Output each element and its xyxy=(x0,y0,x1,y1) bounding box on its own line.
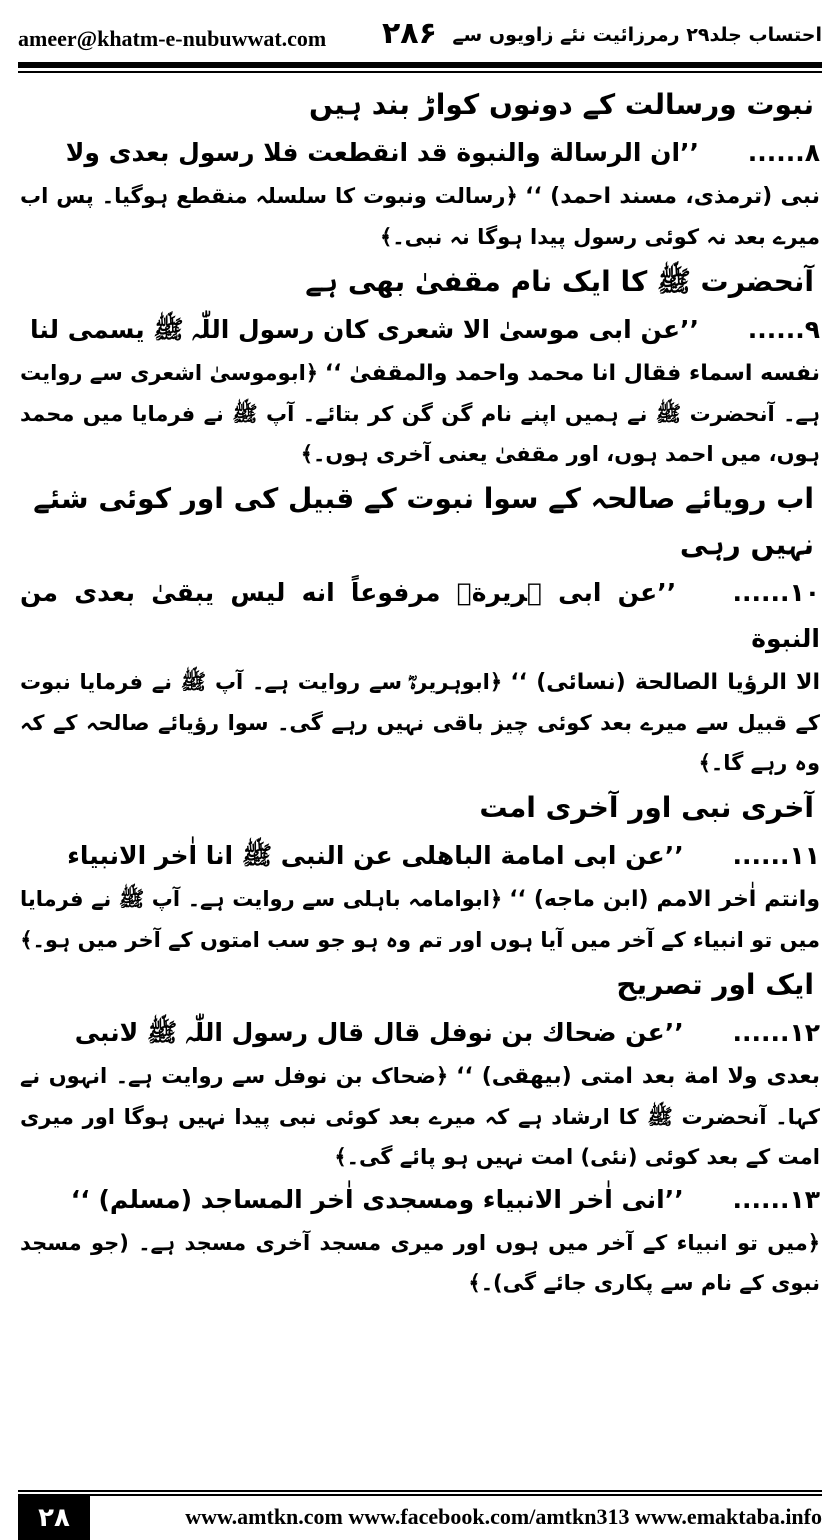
page-content xyxy=(20,80,820,1303)
hadith-number: ۸...... xyxy=(747,138,820,167)
hadith-number: ۱۱...... xyxy=(732,841,820,870)
hadith-section-12 xyxy=(20,962,820,1177)
hadith-section-13 xyxy=(20,1177,820,1303)
hadith-translation: ﴿ابوہریرہؓ سے روایت ہے۔ آپ ﷺ نے فرمایا نبوت کے قبیل سے میرے بعد کوئی چیز باقی نہیں رہے گی۔ سوا رؤیائے صالحہ کے کہ وہ رہے گا۔﴾ xyxy=(20,670,820,775)
hadith-arabic-text: بعدی ولا امة بعد امتی (بیهقی) ‘‘ xyxy=(456,1064,820,1089)
hadith-translation: ﴿ابوامامہ باہلی سے روایت ہے۔ آپ ﷺ نے فرمایا میں تو انبیاء کے آخر میں آیا ہوں اور تم وہ ہو جو سب امتوں کے آخر میں ہو۔﴾ xyxy=(20,887,820,952)
hadith-section-8 xyxy=(20,82,820,257)
hadith-line-with-translation xyxy=(20,1056,820,1177)
section-heading: اب رویائے صالحہ کے سوا نبوت کے قبیل کی اور کوئی شئے نہیں رہی xyxy=(33,482,814,561)
hadith-line-with-translation xyxy=(20,176,820,257)
header-book-title: احتساب جلد۲۹ رمرزائیت نئے زاویوں سے xyxy=(452,24,822,46)
hadith-arabic-text: ’’انی اٰخر الانبیاء ومسجدی اٰخر المساجد (مسلم) ‘‘ xyxy=(70,1185,684,1214)
header-rule-thick xyxy=(18,62,822,68)
header-page-number: ۲۸۶ xyxy=(382,16,437,51)
section-heading: نبوت ورسالت کے دونوں کواڑ بند ہیں xyxy=(309,88,814,121)
hadith-arabic-text: نفسه اسماء فقال انا محمد واحمد والمقفیٰ ‘‘ xyxy=(324,361,820,386)
hadith-arabic-text: ’’ان الرسالة والنبوة قد انقطعت فلا رسول بعدی ولا xyxy=(65,138,700,167)
hadith-arabic-line xyxy=(20,1010,820,1056)
hadith-translation: ﴿ضحاک بن نوفل سے روایت ہے۔ انہوں نے کہا۔ آنحضرت ﷺ کا ارشاد ہے کہ میرے بعد کوئی نبی پیدا نہیں ہوگا اور میری امت کے بعد کوئی (نئی) امت نہیں ہو پائے گی۔﴾ xyxy=(20,1064,820,1169)
section-heading: آنحضرت ﷺ کا ایک نام مقفیٰ بھی ہے xyxy=(305,265,814,298)
footer-page-number: ۲۸ xyxy=(18,1496,90,1540)
footer-rule-second xyxy=(18,1494,822,1496)
hadith-arabic-line xyxy=(20,130,820,176)
hadith-translation: ﴿میں تو انبیاء کے آخر میں ہوں اور میری مسجد آخری مسجد ہے۔ (جو مسجد نبوی کے نام سے پکاری جائے گی)۔﴾ xyxy=(20,1231,820,1295)
hadith-number: ۱۳...... xyxy=(732,1185,820,1214)
hadith-section-9 xyxy=(20,259,820,474)
hadith-translation: ﴿رسالت ونبوت کا سلسلہ منقطع ہوگیا۔ پس اب میرے بعد نہ کوئی رسول پیدا ہوگا نہ نبی۔﴾ xyxy=(20,184,820,249)
hadith-section-10 xyxy=(20,476,820,783)
hadith-arabic-line xyxy=(20,570,820,662)
hadith-arabic-text: الا الرؤیا الصالحة (نسائی) ‘‘ xyxy=(510,670,820,695)
page-header xyxy=(18,8,822,56)
header-rule-thin xyxy=(18,71,822,73)
hadith-line-with-translation xyxy=(20,662,820,783)
hadith-section-11 xyxy=(20,785,820,960)
section-heading: آخری نبی اور آخری امت xyxy=(479,791,814,824)
hadith-line-with-translation xyxy=(20,879,820,960)
hadith-arabic-line xyxy=(20,833,820,879)
hadith-number: ۱۲...... xyxy=(732,1018,820,1047)
hadith-arabic-text: وانتم اٰخر الامم (ابن ماجه) ‘‘ xyxy=(509,887,820,912)
hadith-number: ۹...... xyxy=(747,315,820,344)
footer-website-links: www.amtkn.com www.facebook.com/amtkn313 www.emaktaba.info xyxy=(185,1504,822,1529)
hadith-translation: ﴿ابوموسیٰ اشعری سے روایت ہے۔ آنحضرت ﷺ نے ہمیں اپنے نام گن گن کر بتائے۔ آپ ﷺ نے فرمایا میں محمد ہوں، میں احمد ہوں، اور مقفیٰ یعنی آخری ہوں۔﴾ xyxy=(20,361,820,466)
hadith-arabic-text: ’’عن ابی ہریرةؓ مرفوعاً انه لیس یبقیٰ بعدی من النبوة xyxy=(20,578,820,653)
hadith-arabic-text: ’’عن ابی موسیٰ الا شعری کان رسول اللّٰہ ﷺ یسمی لنا xyxy=(30,315,700,344)
section-heading: ایک اور تصریح xyxy=(616,968,814,1001)
footer-rule xyxy=(18,1490,822,1492)
header-email: ameer@khatm-e-nubuwwat.com xyxy=(18,26,327,51)
hadith-arabic-text: نبی (ترمذی، مسند احمد) ‘‘ xyxy=(525,184,820,209)
hadith-line-with-translation xyxy=(20,353,820,474)
hadith-arabic-line xyxy=(20,1177,820,1223)
hadith-arabic-text: ’’عن ضحاك بن نوفل قال قال رسول اللّٰہ ﷺ لانبی xyxy=(74,1018,684,1047)
hadith-arabic-line xyxy=(20,307,820,353)
hadith-arabic-text: ’’عن ابی امامة الباهلی عن النبی ﷺ انا اٰخر الانبیاء xyxy=(67,841,684,870)
hadith-number: ۱۰...... xyxy=(732,578,820,607)
